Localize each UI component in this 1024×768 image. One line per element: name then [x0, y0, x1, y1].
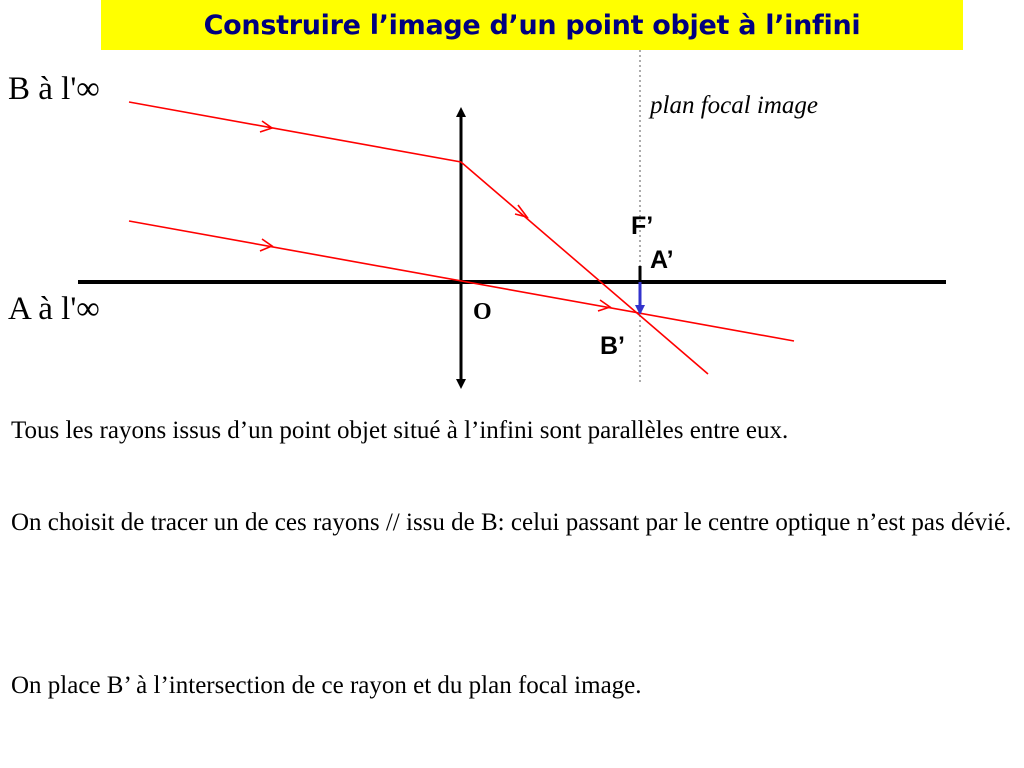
paragraph-central-ray: On choisit de tracer un de ces rayons // issu de B: celui passant par le centre optique n’est pas dévié.	[11, 509, 1012, 536]
label-f-prime: F’	[631, 212, 654, 240]
label-a-prime: A’	[650, 246, 674, 274]
label-b-infinity: B à l'∞	[8, 71, 100, 107]
label-focal-plane: plan focal image	[650, 92, 819, 119]
label-optical-center: O	[473, 299, 492, 325]
label-b-prime: B’	[600, 332, 625, 360]
ray-arrow-chevron	[515, 205, 527, 217]
paragraph-place-image: On place B’ à l’intersection de ce rayon et du plan focal image.	[11, 672, 642, 699]
paragraph-parallel-rays: Tous les rayons issus d’un point objet situé à l’infini sont parallèles entre eux.	[11, 417, 789, 444]
page-title: Construire l’image d’un point objet à l’infini	[203, 9, 861, 41]
label-a-infinity: A à l'∞	[8, 291, 100, 327]
